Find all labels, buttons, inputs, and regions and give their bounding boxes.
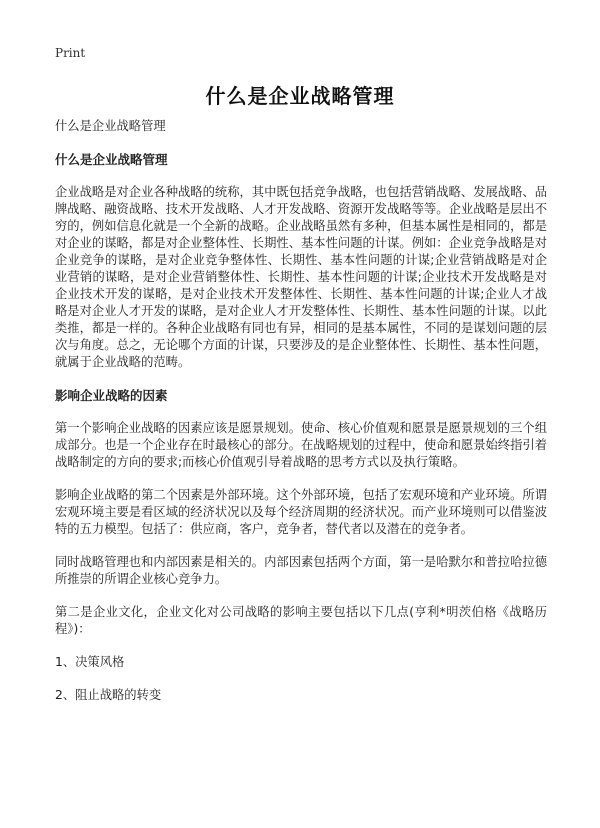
section-heading-factors: 影响企业战略的因素 <box>55 388 168 403</box>
section-heading-what-is-strategy: 什么是企业战略管理 <box>55 152 168 167</box>
paragraph-factor-environment: 影响企业战略的第二个因素是外部环境。这个外部环境，包括了宏观环境和产业环境。所谓宏观环境主要是看区域的经济状况以及每个经济周期的经济状况。而产业环境则可以借鉴波特的五力模型。包括了：供应商，客户，竞争者，替代者以及潜在的竞争者。 <box>55 488 547 536</box>
page-title: 什么是企业战略管理 <box>205 84 395 108</box>
print-label: Print <box>55 46 86 60</box>
paragraph-factor-internal: 同时战略管理也和内部因素是相关的。内部因素包括两个方面，第一是哈默尔和普拉哈拉德所推崇的所谓企业核心竞争力。 <box>55 555 547 586</box>
document-body <box>55 118 547 720</box>
document-subtitle: 什么是企业战略管理 <box>55 119 166 133</box>
paragraph-definition: 企业战略是对企业各种战略的统称，其中既包括竞争战略，也包括营销战略、发展战略、品牌战略、融资战略、技术开发战略、人才开发战略、资源开发战略等等。企业战略是层出不穷的，例如信息化就是一个全新的战略。企业战略虽然有多种，但基本属性是相同的，都是对企业的谋略，都是对企业整体性、长期性、基本性问题的计谋。例如：企业竞争战略是对企业竞争的谋略，是对企业竞争整体性、长期性、基本性问题的计谋;企业营销战略是对企业营销的谋略，是对企业营销整体性、长期性、基本性问题的计谋;企业技术开发战略是对企业技术开发的谋略，是对企业技术开发整体性、长期性、基本性问题的计谋;企业人才战略是对企业人才开发的谋略，是对企业人才开发整体性、长期性、基本性问题的计谋。以此类推，都是一样的。各种企业战略有同也有异，相同的是基本属性，不同的是谋划问题的层次与角度。总之，无论哪个方面的计谋，只要涉及的是企业整体性、长期性、基本性问题，就属于企业战略的范畴。 <box>55 185 547 369</box>
list-item: 2、阻止战略的转变 <box>55 688 162 702</box>
list-item: 1、决策风格 <box>55 655 125 669</box>
paragraph-factor-vision: 第一个影响企业战略的因素应该是愿景规划。使命、核心价值观和愿景是愿景规划的三个组成部分。也是一个企业存在时最核心的部分。在战略规划的过程中，使命和愿景始终指引着战略制定的方向的要求;而核心价值观引导着战略的思考方式以及执行策略。 <box>55 421 547 469</box>
paragraph-factor-culture: 第二是企业文化，企业文化对公司战略的影响主要包括以下几点(亨利*明茨伯格《战略历程》)： <box>55 605 547 636</box>
